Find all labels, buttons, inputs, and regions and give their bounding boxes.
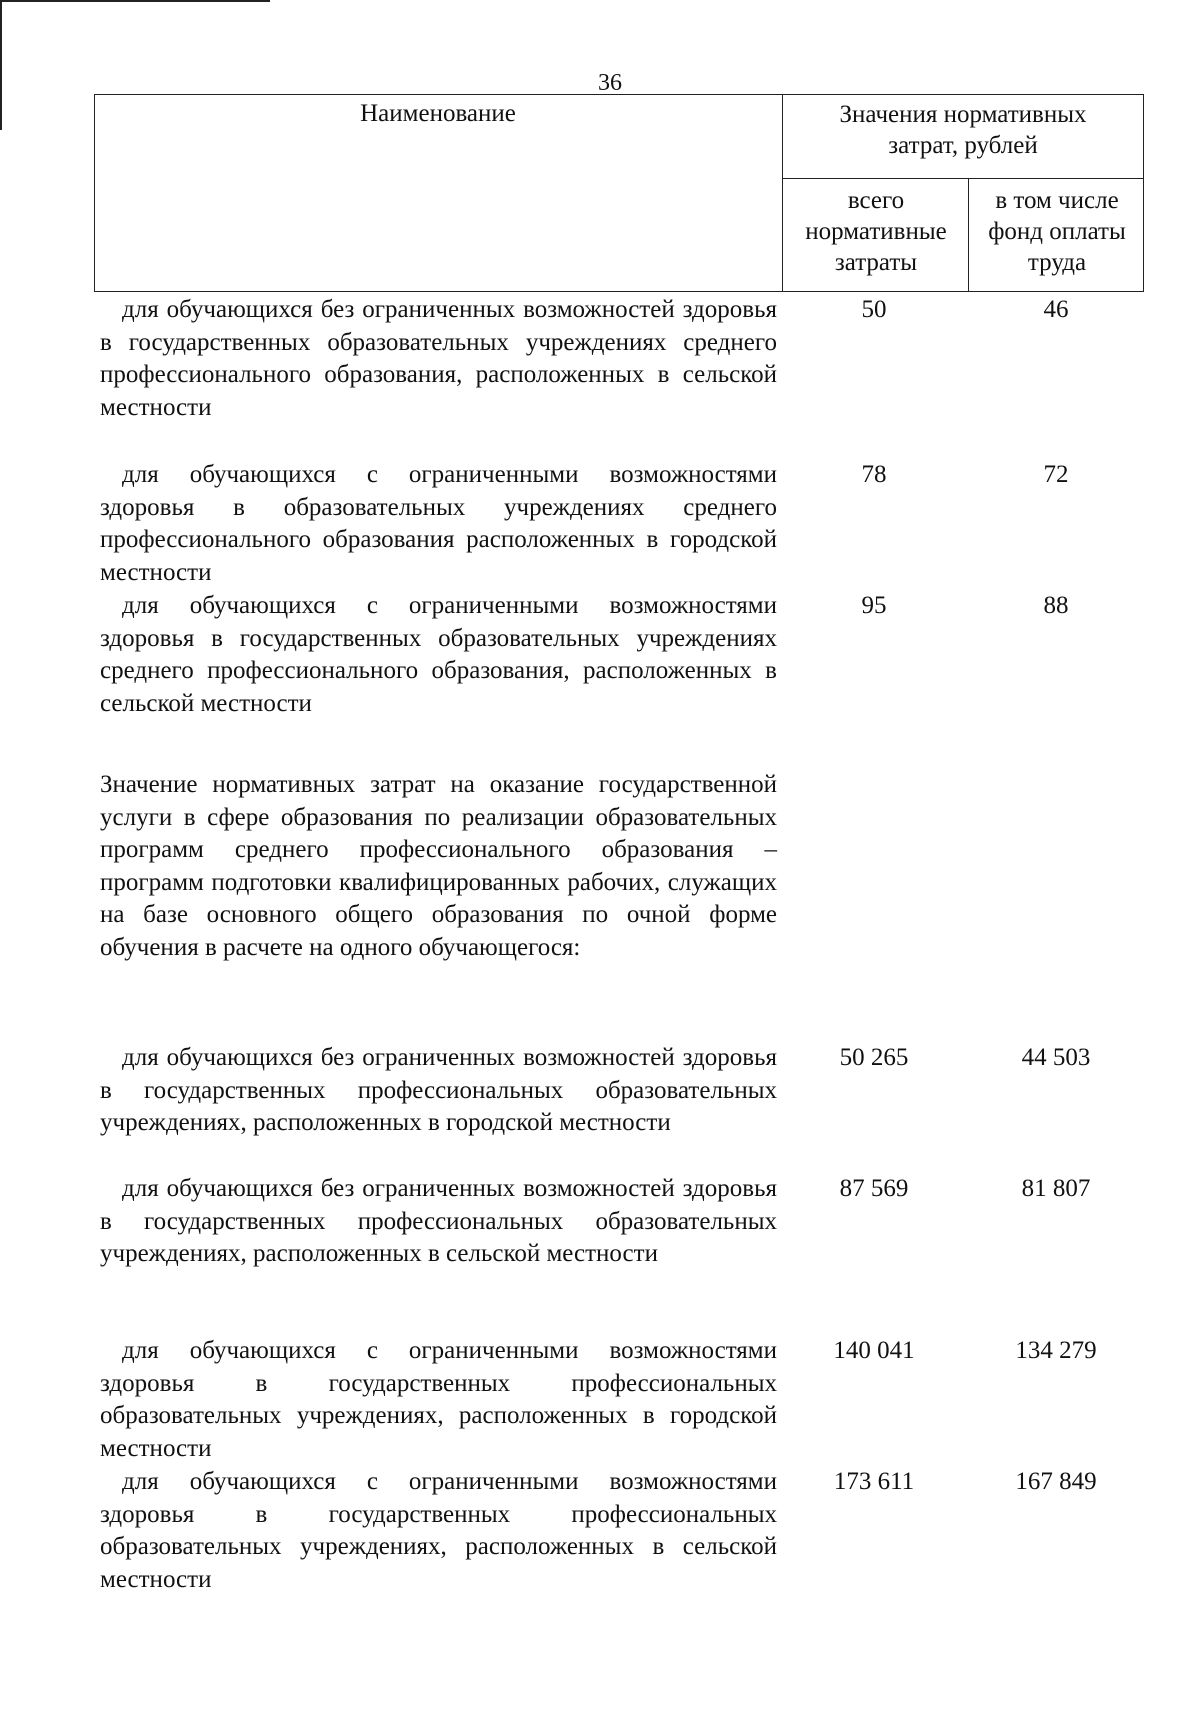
row-payroll: 44 503	[1021, 1044, 1091, 1071]
row-name: для обучающихся с ограниченными возможностями здоровья в государственных профессиональных образовательных учреждениях, расположенных в городской местности	[100, 1337, 777, 1462]
row-total: 87 569	[839, 1175, 909, 1202]
row-payroll: 88	[1043, 592, 1069, 619]
row-payroll: 46	[1043, 296, 1069, 323]
header-total: всего нормативные затраты	[805, 187, 947, 276]
row-total: 50	[861, 296, 887, 323]
row-payroll: 81 807	[1021, 1175, 1091, 1202]
page-number: 36	[598, 70, 622, 96]
row-total: 50 265	[839, 1044, 909, 1071]
row-name: для обучающихся с ограниченными возможностями здоровья в государственных образовательных учреждениях среднего профессионального образования, расположенных в сельской местности	[100, 592, 777, 717]
row-name: для обучающихся с ограниченными возможностями здоровья в государственных профессиональных образовательных учреждениях, расположенных в сельской местности	[100, 1468, 777, 1593]
header-name: Наименование	[360, 100, 516, 127]
row-name: для обучающихся с ограниченными возможностями здоровья в образовательных учреждениях среднего профессионального образования расположенных в городской местности	[100, 461, 777, 586]
row-total: 78	[861, 461, 887, 488]
header-divider-values	[782, 178, 1144, 179]
section-description: Значение нормативных затрат на оказание государственной услуги в сфере образования по реализации образовательных программ среднего профессионального образования – программ подготовки квалифицированных рабочих, служащих на базе основного общего образования по очной форме обучения в расчете на одного обучающегося:	[100, 771, 777, 961]
row-payroll: 72	[1043, 461, 1069, 488]
row-name: для обучающихся без ограниченных возможностей здоровья в государственных профессиональных образовательных учреждениях, расположенных в городской местности	[100, 1044, 777, 1136]
row-total: 95	[861, 592, 887, 619]
scan-edge-top	[0, 0, 270, 2]
row-total: 173 611	[833, 1468, 915, 1495]
scan-edge-left	[0, 0, 2, 130]
row-name: для обучающихся без ограниченных возможностей здоровья в государственных профессиональных образовательных учреждениях, расположенных в сельской местности	[100, 1175, 777, 1267]
header-divider-subcols	[968, 178, 969, 292]
header-payroll: в том числе фонд оплаты труда	[988, 187, 1126, 276]
row-total: 140 041	[833, 1337, 915, 1364]
header-values-group: Значения нормативных затрат, рублей	[839, 101, 1087, 159]
row-name: для обучающихся без ограниченных возможностей здоровья в государственных образовательных учреждениях среднего профессионального образования, расположенных в сельской местности	[100, 296, 777, 421]
row-payroll: 134 279	[1015, 1337, 1097, 1364]
row-payroll: 167 849	[1015, 1468, 1097, 1495]
header-divider-name	[782, 94, 783, 292]
